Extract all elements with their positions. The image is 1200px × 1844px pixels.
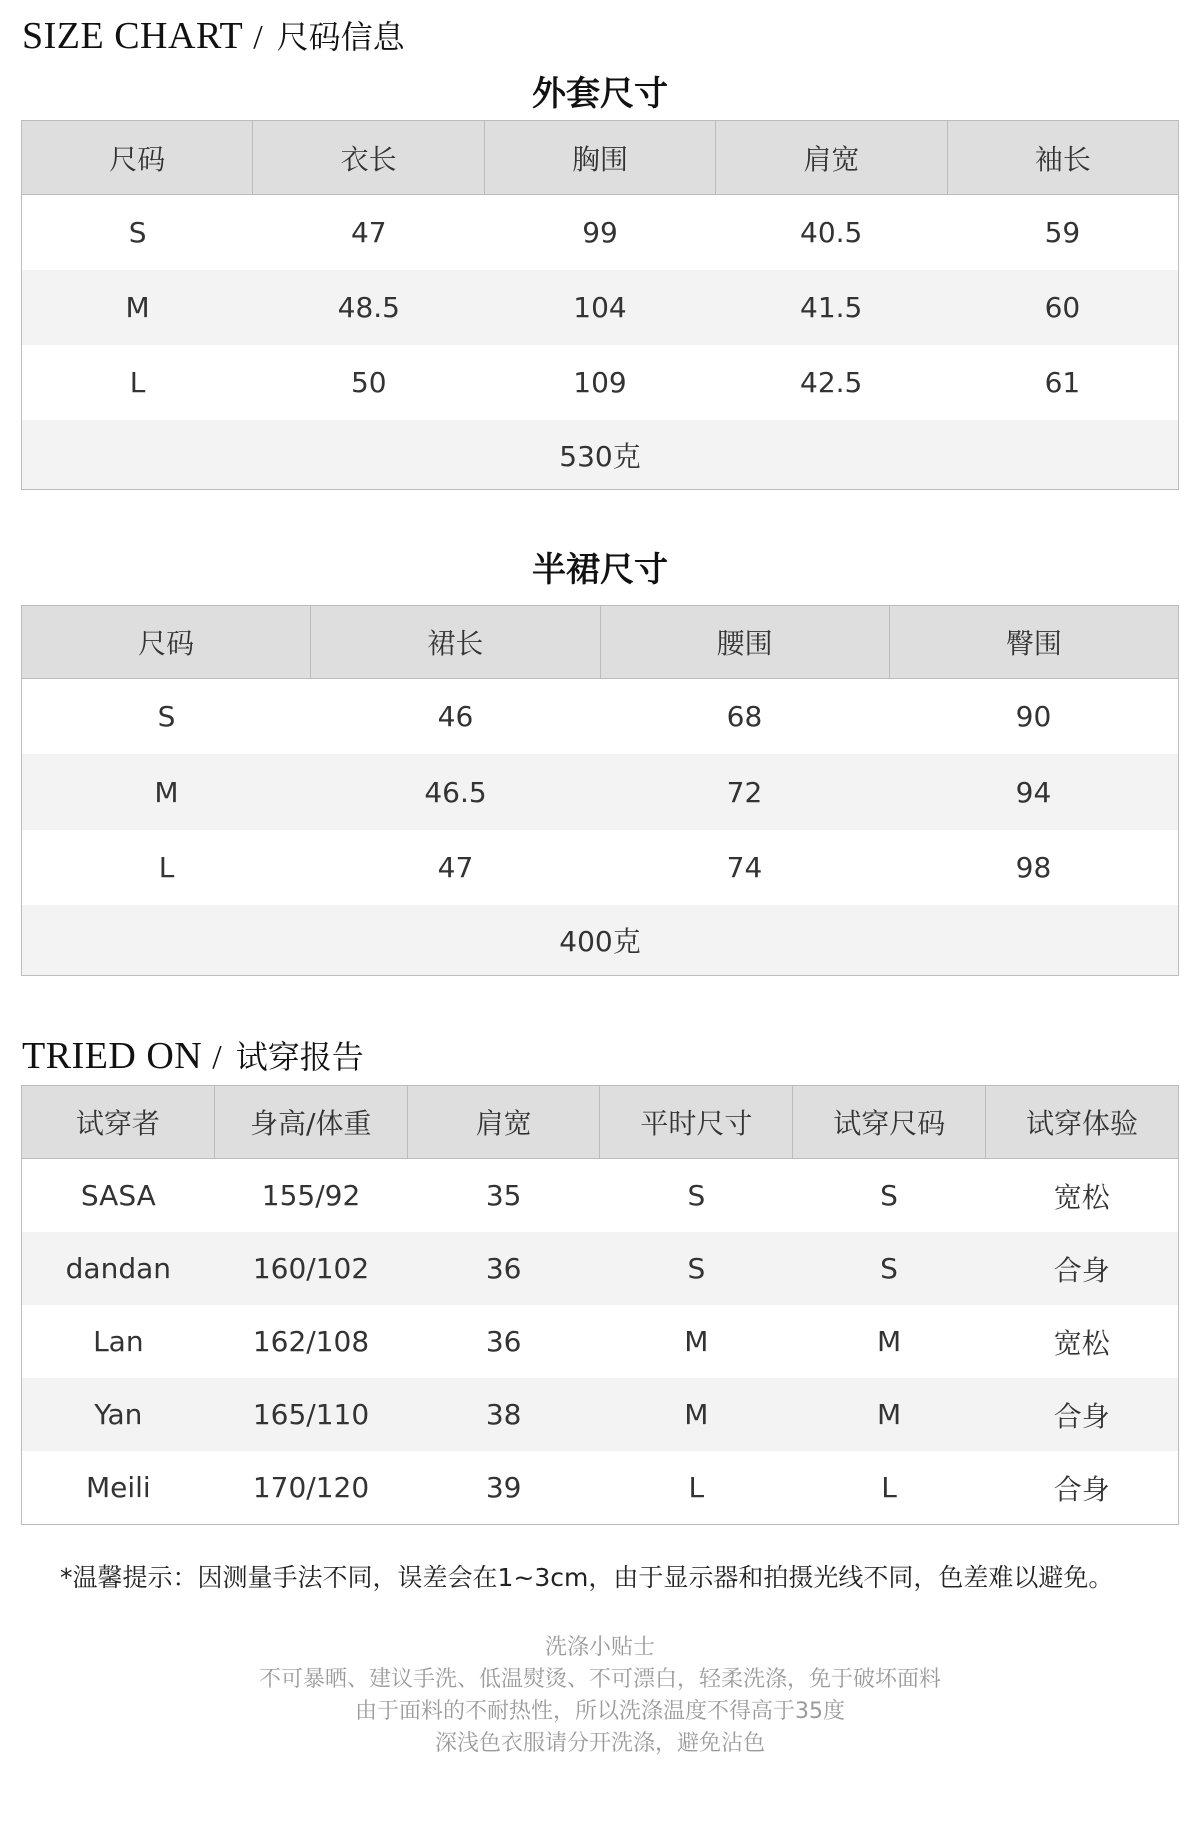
table-row bbox=[22, 1378, 1178, 1451]
size-chart-heading bbox=[22, 12, 405, 58]
table-cell: 41.5 bbox=[800, 291, 863, 324]
table-cell: 68 bbox=[726, 700, 763, 733]
table-cell: Lan bbox=[93, 1325, 144, 1358]
header-cell: 肩宽 bbox=[716, 121, 947, 194]
header-cell: 尺码 bbox=[22, 606, 311, 678]
header-cell: 胸围 bbox=[485, 121, 716, 194]
table-cell: 99 bbox=[582, 216, 618, 249]
header-cell: 平时尺寸 bbox=[600, 1086, 793, 1158]
table-row bbox=[22, 195, 1178, 270]
heading-separator: / bbox=[253, 19, 263, 56]
table-cell: SASA bbox=[80, 1179, 156, 1212]
table-cell: 46 bbox=[437, 700, 474, 733]
table-cell: 160/102 bbox=[252, 1252, 370, 1285]
table-cell: 39 bbox=[485, 1471, 522, 1504]
weight-value: 400克 bbox=[559, 925, 641, 958]
header-cell: 衣长 bbox=[253, 121, 484, 194]
table-cell: 合身 bbox=[1053, 1472, 1110, 1506]
size-chart-heading-cn: 尺码信息 bbox=[276, 18, 405, 56]
table-cell: S bbox=[687, 1252, 706, 1285]
care-tip-line: 不可暴晒、建议手洗、低温熨烫、不可漂白，轻柔洗涤，免于破坏面料 bbox=[258, 1667, 941, 1692]
table-cell: M bbox=[876, 1398, 902, 1431]
table-cell: 90 bbox=[1015, 700, 1052, 733]
weight-value: 530克 bbox=[559, 439, 641, 473]
table-cell: 61 bbox=[1044, 366, 1081, 399]
table-cell: L bbox=[688, 1471, 705, 1504]
table-cell: 94 bbox=[1015, 775, 1052, 809]
table-cell: 74 bbox=[726, 851, 763, 884]
header-cell: 肩宽 bbox=[408, 1086, 601, 1158]
table-row bbox=[22, 270, 1178, 345]
table-cell: L bbox=[158, 851, 175, 884]
skirt-table-title: 半裙尺寸 bbox=[532, 550, 668, 590]
measurement-note: *温馨提示：因测量手法不同，误差会在1~3cm，由于显示器和拍摄光线不同，色差难以避免。 bbox=[60, 1563, 1114, 1592]
tried-on-heading-en: TRIED ON bbox=[22, 1035, 203, 1077]
table-cell: 48.5 bbox=[337, 291, 400, 324]
table-cell: S bbox=[157, 700, 176, 733]
table-cell: L bbox=[881, 1471, 897, 1504]
header-cell: 尺码 bbox=[22, 121, 253, 194]
table-row bbox=[22, 345, 1178, 420]
table-cell: 60 bbox=[1044, 291, 1081, 324]
care-tips-title: 洗涤小贴士 bbox=[544, 1635, 655, 1660]
table-cell: Meili bbox=[85, 1471, 151, 1504]
table-cell: 40.5 bbox=[800, 216, 863, 249]
table-cell: 47 bbox=[437, 851, 474, 884]
coat-table-title: 外套尺寸 bbox=[532, 74, 668, 114]
table-cell: 36 bbox=[485, 1325, 522, 1358]
header-cell: 臀围 bbox=[1005, 627, 1062, 660]
header-cell: 腰围 bbox=[601, 606, 890, 678]
table-cell: 合身 bbox=[1053, 1253, 1110, 1287]
table-row bbox=[22, 679, 1178, 754]
table-cell: 35 bbox=[485, 1179, 522, 1212]
heading-separator: / bbox=[212, 1039, 222, 1076]
tried-on-table bbox=[21, 1085, 1179, 1525]
table-cell: S bbox=[880, 1252, 898, 1285]
skirt-size-table bbox=[21, 605, 1179, 976]
care-tip-line: 由于面料的不耐热性，所以洗涤温度不得高于35度 bbox=[355, 1699, 845, 1724]
header-cell: 试穿体验 bbox=[1026, 1107, 1139, 1140]
table-row bbox=[22, 1232, 1178, 1305]
table-cell: M bbox=[876, 1325, 902, 1358]
care-tip-line: 深浅色衣服请分开洗涤，避免沾色 bbox=[434, 1731, 765, 1756]
table-cell: 42.5 bbox=[800, 366, 863, 399]
tried-on-heading bbox=[22, 1032, 364, 1078]
header-cell: 袖长 bbox=[1034, 142, 1091, 176]
table-header-row bbox=[22, 606, 1178, 679]
table-cell: M bbox=[684, 1325, 709, 1358]
table-cell: 宽松 bbox=[1053, 1180, 1110, 1214]
table-cell: S bbox=[128, 216, 147, 249]
table-cell: 36 bbox=[485, 1252, 522, 1285]
header-cell: 试穿尺码 bbox=[793, 1086, 986, 1158]
table-cell: M bbox=[684, 1398, 709, 1431]
table-cell: 98 bbox=[1015, 851, 1052, 884]
table-cell: Yan bbox=[94, 1398, 143, 1431]
table-cell: 104 bbox=[573, 291, 627, 324]
table-cell: 47 bbox=[350, 216, 387, 249]
weight-row bbox=[22, 420, 1178, 489]
table-cell: dandan bbox=[65, 1252, 172, 1285]
header-cell: 身高/体重 bbox=[215, 1086, 408, 1158]
table-row bbox=[22, 1159, 1178, 1232]
coat-size-table bbox=[21, 120, 1179, 490]
table-cell: S bbox=[880, 1179, 898, 1212]
table-cell: 宽松 bbox=[1053, 1326, 1110, 1360]
table-cell: L bbox=[129, 366, 146, 399]
table-cell: 59 bbox=[1044, 216, 1081, 249]
table-cell: M bbox=[154, 775, 179, 809]
table-cell: 170/120 bbox=[252, 1471, 370, 1504]
table-cell: 46.5 bbox=[424, 775, 487, 809]
header-cell: 裙长 bbox=[311, 606, 600, 678]
table-row bbox=[22, 754, 1178, 830]
table-cell: 50 bbox=[350, 366, 387, 399]
size-chart-heading-en: SIZE CHART bbox=[22, 15, 244, 57]
table-cell: S bbox=[687, 1179, 706, 1212]
table-row bbox=[22, 1305, 1178, 1378]
weight-row bbox=[22, 905, 1178, 975]
table-header-row bbox=[22, 121, 1178, 195]
table-cell: 38 bbox=[485, 1398, 522, 1431]
table-cell: 162/108 bbox=[252, 1325, 370, 1358]
table-row bbox=[22, 1451, 1178, 1524]
table-cell: 155/92 bbox=[261, 1179, 361, 1212]
table-cell: 109 bbox=[573, 366, 627, 399]
table-cell: M bbox=[125, 291, 150, 324]
tried-on-heading-cn: 试穿报告 bbox=[235, 1038, 364, 1076]
table-cell: 72 bbox=[726, 775, 763, 809]
table-cell: 165/110 bbox=[252, 1398, 370, 1431]
header-cell: 试穿者 bbox=[22, 1086, 215, 1158]
table-row bbox=[22, 830, 1178, 905]
table-cell: 合身 bbox=[1053, 1399, 1110, 1433]
table-header-row bbox=[22, 1086, 1178, 1159]
